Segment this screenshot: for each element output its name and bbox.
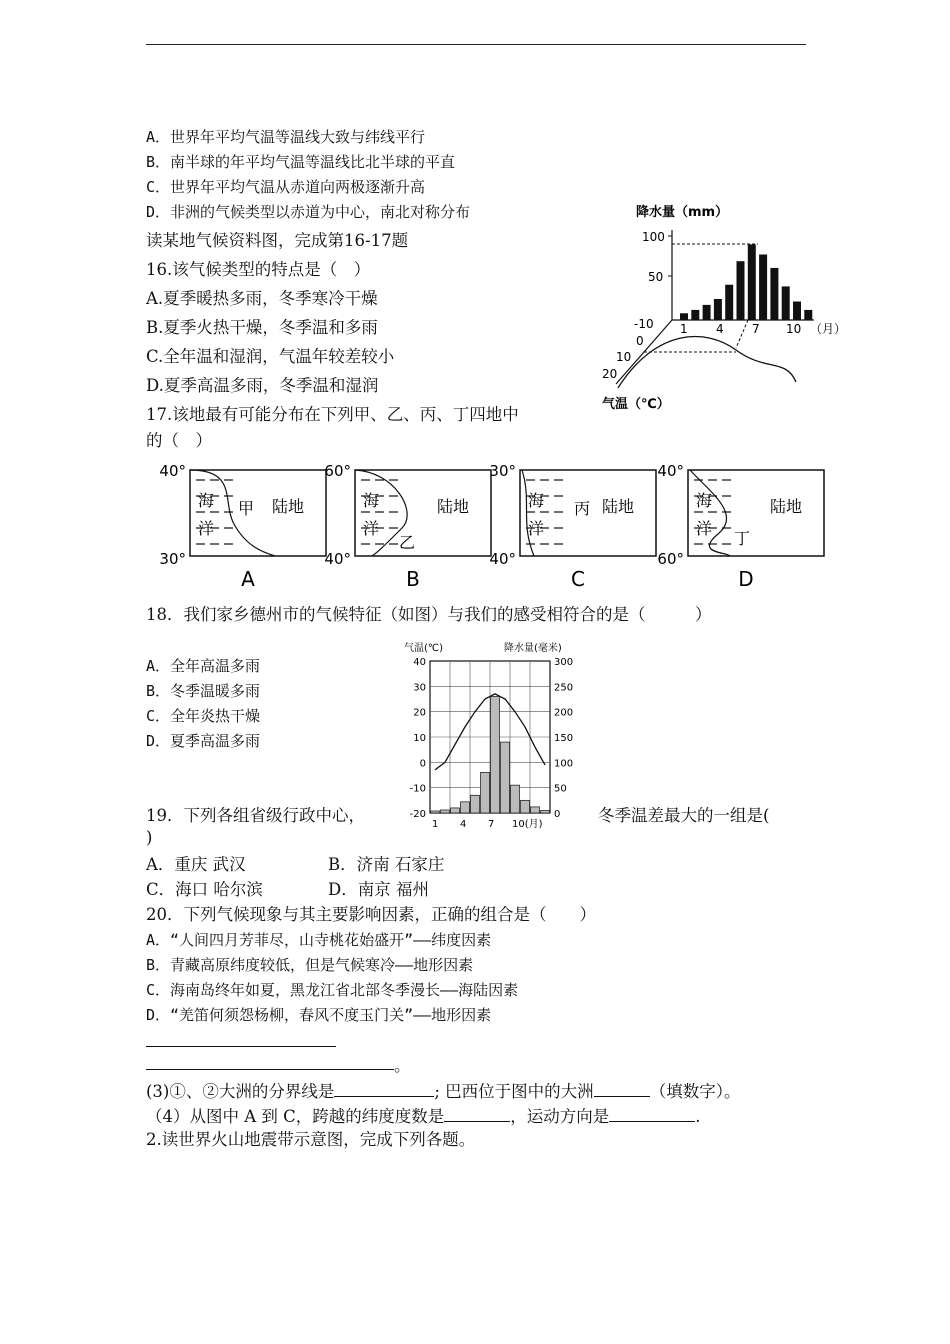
precip-bar — [748, 244, 756, 320]
temp-axis-label: 气温（℃） — [602, 397, 670, 412]
chart2-temp-label: 气温(℃) — [404, 643, 444, 654]
answer-line-2 — [146, 1069, 394, 1070]
map-C — [489, 462, 656, 591]
month-tick-4: 4 — [716, 322, 724, 336]
q16-option-d: D.夏季高温多雨，冬季温和湿润 — [146, 376, 379, 395]
precip-tick-neg10: -10 — [634, 317, 654, 331]
place-marker: 乙 — [399, 533, 416, 552]
q3-text-a: (3)①、②大洲的分界线是 — [146, 1082, 335, 1101]
month-tick-1: 1 — [680, 322, 688, 336]
q20-stem: 20．下列气候现象与其主要影响因素，正确的组合是（ ） — [146, 905, 596, 924]
chart2-precip-label: 降水量(毫米) — [504, 643, 562, 654]
land-label: 陆地 — [770, 497, 803, 516]
chart2-temp-tick: 20 — [413, 707, 426, 719]
month-tick-7: 7 — [752, 322, 760, 336]
q15-option-b: B．南半球的年平均气温等温线比北半球的平直 — [146, 153, 456, 171]
chart2-precip-bar — [541, 810, 550, 813]
q15-option-a: A．世界年平均气温等温线大致与纬线平行 — [146, 128, 426, 146]
precip-bar — [804, 310, 812, 320]
q19-option-c: C．海口 哈尔滨 — [146, 880, 263, 899]
q17-stem-line2: 的（ ） — [146, 431, 212, 450]
chart2-precip-tick: 0 — [554, 809, 561, 820]
q4-text-a: （4）从图中 A 到 C，跨越的纬度度数是 — [146, 1107, 445, 1126]
q16-stem: 16.该气候类型的特点是（ ） — [146, 260, 371, 279]
map-letter: D — [738, 567, 754, 591]
q20-option-c: C．海南岛终年如夏，黑龙江省北部冬季漫长——海陆因素 — [146, 981, 519, 999]
coastline — [690, 470, 730, 556]
sea-char-1: 海 — [198, 491, 215, 510]
land-label: 陆地 — [602, 497, 635, 516]
temp-tick-10: 10 — [616, 350, 632, 364]
q16-option-b: B.夏季火热干燥，冬季温和多雨 — [146, 318, 378, 337]
q19-stem-a: 19．下列各组省级行政中心， — [146, 806, 365, 825]
climate-chart-1 — [596, 198, 856, 418]
lat-bottom: 40° — [324, 550, 351, 568]
q18-option-c: C．全年炎热干燥 — [146, 707, 261, 725]
chart2-temp-tick: 0 — [419, 758, 426, 770]
precip-bar — [782, 286, 790, 320]
map-D — [657, 462, 824, 591]
chart2-precip-tick: 300 — [554, 657, 574, 668]
q20-option-a: A．“人间四月芳菲尽，山寺桃花始盛开”——纬度因素 — [146, 931, 492, 949]
chart2-month-4: 4 — [460, 819, 467, 830]
q16-option-c: C.全年温和湿润，气温年较差较小 — [146, 347, 395, 366]
precip-bar — [703, 305, 711, 320]
lat-top: 60° — [324, 462, 351, 480]
answer-end-mark: 。 — [394, 1056, 411, 1075]
chart2-precip-bar — [531, 807, 540, 813]
sea-char-1: 海 — [528, 491, 545, 510]
map-letter: B — [406, 567, 420, 591]
q4-text-b: ，运动方向是 — [510, 1107, 610, 1126]
q19-option-a: A．重庆 武汉 — [146, 855, 246, 874]
q19-stem-b: 冬季温差最大的一组是( — [598, 806, 770, 825]
chart2-precip-tick: 150 — [554, 733, 574, 744]
precip-tick-50: 50 — [648, 270, 664, 284]
place-marker: 丙 — [574, 499, 591, 518]
chart2-month-7: 7 — [488, 819, 495, 830]
precip-bar — [691, 310, 699, 320]
chart2-precip-tick: 250 — [554, 682, 574, 694]
precip-bar — [680, 313, 688, 320]
lat-bottom: 30° — [159, 550, 186, 568]
q20-option-d: D．“羌笛何须怨杨柳，春风不度玉门关”——地形因素 — [146, 1006, 492, 1024]
precip-bar — [714, 299, 722, 320]
q16-option-a: A.夏季暖热多雨，冬季寒冷干燥 — [146, 289, 378, 308]
q4-line — [146, 1105, 701, 1127]
month-tick-10: 10 — [786, 322, 802, 336]
chart2-precip-bar — [511, 785, 520, 813]
land-label: 陆地 — [272, 497, 305, 516]
q20-option-b: B．青藏高原纬度较低，但是气候寒冷——地形因素 — [146, 956, 474, 974]
q19-stem-c: ) — [146, 828, 153, 847]
chart2-month-1: 1 — [432, 819, 439, 830]
place-marker: 丁 — [734, 529, 751, 548]
chart2-precip-bar — [521, 800, 530, 813]
q2-stem: 2.读世界火山地震带示意图，完成下列各题。 — [146, 1130, 476, 1149]
q18-option-a: A．全年高温多雨 — [146, 657, 261, 675]
temp-tick-0: 0 — [636, 334, 644, 348]
q15-option-c: C．世界年平均气温从赤道向两极逐渐升高 — [146, 178, 426, 196]
lat-top: 40° — [657, 462, 684, 480]
q3-text-c: （填数字）。 — [649, 1082, 741, 1101]
precip-bar — [759, 254, 767, 320]
answer-line-1 — [146, 1046, 336, 1047]
intro-16-17: 读某地气候资料图，完成第16-17题 — [146, 231, 409, 250]
sea-char-1: 海 — [696, 491, 713, 510]
chart2-temp-tick: -10 — [409, 783, 426, 795]
chart2-precip-bar — [441, 810, 450, 813]
q3-text-b: ; 巴西位于图中的大洲 — [434, 1082, 594, 1101]
lat-bottom: 40° — [489, 550, 516, 568]
sea-char-2: 洋 — [696, 519, 713, 538]
q4-text-c: . — [695, 1107, 701, 1126]
q18-stem: 18．我们家乡德州市的气候特征（如图）与我们的感受相符合的是（ ） — [146, 605, 712, 624]
precip-bar — [725, 285, 733, 320]
chart2-precip-bar — [491, 696, 500, 813]
sea-char-2: 洋 — [198, 519, 215, 538]
q3-blank-2[interactable] — [594, 1080, 650, 1097]
precip-bar — [793, 302, 801, 320]
chart2-precip-bar — [481, 772, 490, 813]
precip-axis-label: 降水量（mm） — [636, 205, 729, 220]
chart2-temp-tick: -20 — [409, 809, 426, 820]
place-marker: 甲 — [238, 499, 255, 518]
climate-chart-2 — [400, 638, 590, 834]
temperature-curve — [618, 337, 796, 388]
chart2-temp-tick: 40 — [413, 657, 426, 668]
lat-bottom: 60° — [657, 550, 684, 568]
chart2-precip-bar — [431, 811, 440, 813]
map-A — [159, 462, 326, 591]
precip-bar — [737, 261, 745, 320]
q17-stem-line1: 17.该地最有可能分布在下列甲、乙、丙、丁四地中 — [146, 405, 519, 424]
q19-option-d: D．南京 福州 — [328, 880, 429, 899]
coastline — [190, 470, 275, 556]
chart2-precip-bar — [451, 808, 460, 813]
chart2-precip-tick: 200 — [554, 707, 574, 719]
chart2-temp-tick: 30 — [413, 682, 426, 694]
lat-top: 40° — [159, 462, 186, 480]
chart2-precip-tick: 50 — [554, 783, 567, 795]
chart2-precip-tick: 100 — [554, 758, 574, 770]
header-rule — [146, 44, 806, 45]
precip-bar — [770, 268, 778, 320]
map-letter: A — [241, 567, 255, 591]
map-B — [324, 462, 491, 591]
q18-option-d: D．夏季高温多雨 — [146, 732, 261, 750]
q4-blank-2[interactable] — [609, 1105, 695, 1122]
chart2-month-10: 10(月) — [512, 819, 543, 830]
chart2-precip-bar — [471, 795, 480, 813]
chart2-precip-bar — [461, 802, 470, 813]
chart2-precip-bar — [501, 742, 510, 813]
chart2-temp-tick: 10 — [413, 733, 426, 744]
lat-top: 30° — [489, 462, 516, 480]
q3-blank-1[interactable] — [334, 1080, 434, 1097]
q4-blank-1[interactable] — [444, 1105, 510, 1122]
month-unit: （月） — [810, 322, 847, 336]
map-letter: C — [571, 567, 585, 591]
temp-tick-20: 20 — [602, 367, 618, 381]
location-maps — [150, 462, 830, 592]
land-label: 陆地 — [437, 497, 470, 516]
q19-option-b: B．济南 石家庄 — [328, 855, 445, 874]
q18-option-b: B．冬季温暖多雨 — [146, 682, 261, 700]
precip-tick-100: 100 — [642, 230, 665, 244]
sea-char-1: 海 — [363, 491, 380, 510]
q3-line — [146, 1080, 740, 1102]
sea-char-2: 洋 — [528, 519, 545, 538]
coastline — [522, 470, 534, 556]
q15-option-d: D．非洲的气候类型以赤道为中心，南北对称分布 — [146, 203, 471, 221]
sea-char-2: 洋 — [363, 519, 380, 538]
